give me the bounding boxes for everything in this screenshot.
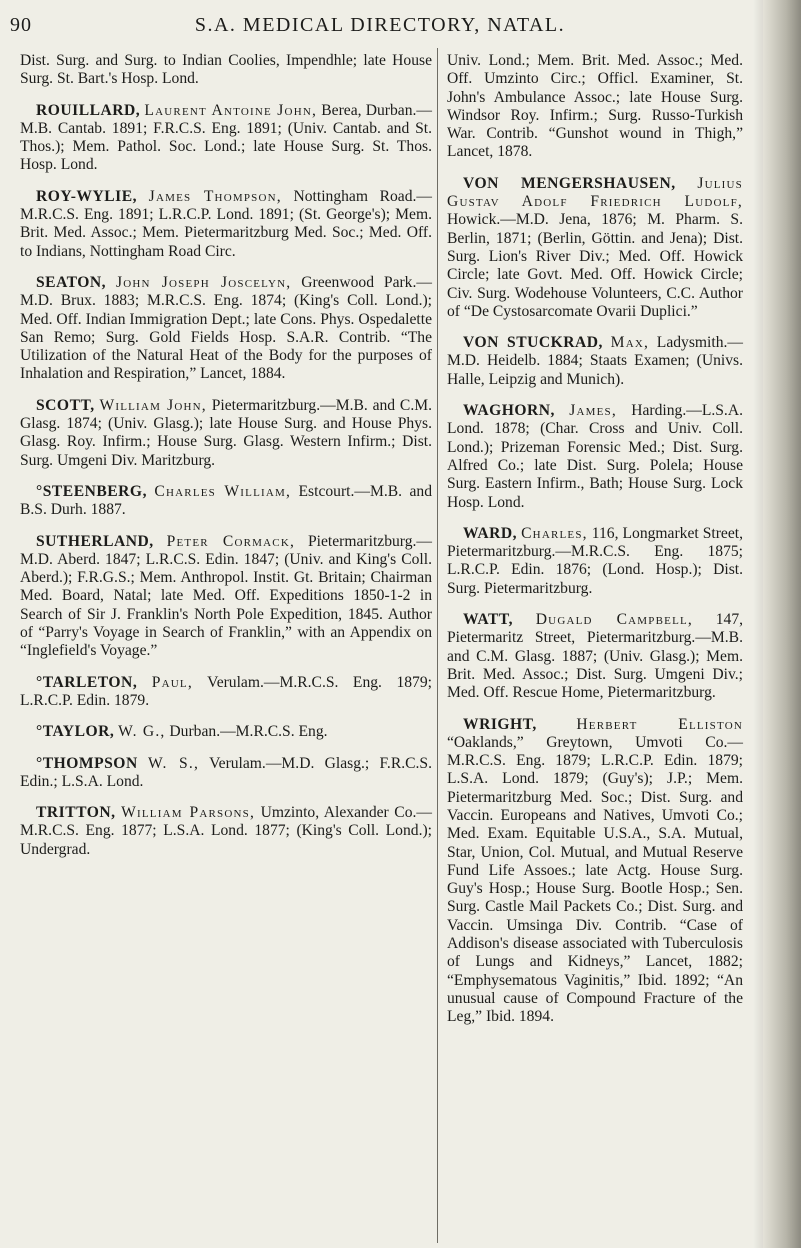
- book-edge: [763, 0, 801, 1248]
- entry-surname: ROY-WYLIE,: [36, 187, 138, 205]
- entry-details: Univ. Lond.; Mem. Brit. Med. Assoc.; Med. Off. Umzinto Circ.; Officl. Examiner, St. John's Ambulance Assoc.; late House Surg. Windsor Roy. Infirm.; Surg. Russo-Turkish War. Contrib. “Gunshot wound in Thigh,” Lancet, 1878.: [447, 52, 743, 161]
- directory-entry: [447, 52, 743, 162]
- entry-given-names: William Parsons,: [121, 804, 256, 822]
- entry-surname: SUTHERLAND,: [36, 532, 154, 550]
- entry-surname: SEATON,: [36, 273, 107, 291]
- entry-details: Dist. Surg. and Surg. to Indian Coolies, Impendhle; late House Surg. St. Bart.'s Hosp. Lond.: [20, 52, 432, 88]
- entry-surname: VON STUCKRAD,: [463, 334, 603, 352]
- directory-entry: [20, 755, 432, 792]
- directory-entry: [447, 525, 743, 598]
- entry-details: Howick.—M.D. Jena, 1876; M. Pharm. S. Berlin, 1871; (Berlin, Göttin. and Jena); Dist. Surg. Lion's River Div.; Med. Off. Howick Circle; late Govt. Med. Off. Howick Circle; Civ. Surg. Wodehouse Volunteers, C.C. Author of “De Cystosarcomate Ovarii Duplici.”: [447, 211, 743, 320]
- entry-given-names: Peter Cormack,: [166, 532, 296, 550]
- entry-surname: VON MENGERSHAUSEN,: [463, 174, 676, 192]
- entry-details: Harding.—L.S.A. Lond. 1878; (Char. Cross and Univ. Coll. Lond.); Prizeman Forensic Med.; Dist. Surg. Alfred Co.; late Dist. Surg. Polela; House Surg. Eastern Infirm., Bath; House Surg. Lock Hosp. Lond.: [447, 402, 743, 511]
- entry-given-names: Dugald Campbell,: [535, 611, 694, 629]
- directory-entry: [20, 52, 432, 89]
- entry-details: 147, Pietermaritz Street, Pietermaritzburg.—M.B. and C.M. Glasg. 1887; (Univ. Glasg.); Mem. Brit. Med. Assoc.; Dist. Surg. Umgeni Div.; Med. Off. Rescue Home, Pietermaritzburg.: [447, 611, 744, 702]
- directory-entry: [20, 674, 432, 711]
- entry-surname: °STEENBERG,: [36, 482, 147, 500]
- right-column: [447, 52, 743, 1040]
- entry-details: Umzinto, Alexander Co.—M.R.C.S. Eng. 1877; L.S.A. Lond. 1877; (King's Coll. Lond.); Undergrad.: [20, 804, 432, 858]
- page-header: [0, 10, 801, 40]
- entry-given-names: W. G.,: [118, 723, 166, 741]
- entry-details: Verulam.—M.D. Glasg.; F.R.C.S. Edin.; L.S.A. Lond.: [20, 754, 432, 790]
- entry-given-names: James Thompson,: [148, 187, 282, 205]
- entry-surname: WATT,: [463, 611, 514, 629]
- entry-surname: WAGHORN,: [463, 402, 555, 420]
- directory-entry: [20, 274, 432, 384]
- directory-entry: [447, 402, 743, 512]
- entry-given-names: Charles William,: [154, 482, 292, 500]
- entry-given-names: Paul,: [151, 673, 193, 691]
- column-divider: [437, 48, 438, 1243]
- directory-entry: [20, 397, 432, 470]
- entry-given-names: Herbert Elliston: [576, 715, 743, 733]
- directory-entry: [447, 175, 743, 321]
- entry-details: Pietermaritzburg.—M.D. Aberd. 1847; L.R.C.S. Edin. 1847; (Univ. and King's Coll. Aberd.); F.R.G.S.; Mem. Anthropol. Instit. Gt. Britain; Chairman Med. Board, Natal; late Med. Off. Expeditions 1850-1-2 in Search of Sir J. Franklin's North Pole Expedition, 1845. Author of “Parry's Voyage in Search of Franklin,” with an Appendix on “Inglefield's Voyage.”: [20, 532, 432, 660]
- entry-given-names: James,: [569, 402, 617, 420]
- entry-details: Estcourt.—M.B. and B.S. Durh. 1887.: [20, 482, 433, 519]
- entry-surname: ROUILLARD,: [36, 101, 141, 119]
- entry-given-names: Charles,: [521, 524, 588, 542]
- entry-details: Ladysmith.—M.D. Heidelb. 1884; Staats Examen; (Univs. Halle, Leipzig and Munich).: [447, 334, 743, 388]
- entry-given-names: Julius Gustav Adolf Friedrich Ludolf,: [447, 174, 743, 211]
- entry-given-names: Laurent Antoine John,: [144, 101, 318, 119]
- entry-details: 116, Longmarket Street, Pietermaritzburg.—M.R.C.S. Eng. 1875; L.R.C.P. Edin. 1876; (Lond. Hosp.); Dist. Surg. Pietermaritzburg.: [447, 524, 743, 597]
- entry-details: Durban.—M.R.C.S. Eng.: [169, 723, 328, 741]
- entry-details: Pietermaritzburg.—M.B. and C.M. Glasg. 1874; (Univ. Glasg.); late House Surg. and House Phys. Glasg. Roy. Infirm.; House Surg. Glasg. Western Infirm.; Dist. Surg. Umgeni Div. Maritzburg.: [20, 396, 432, 469]
- entry-details: Nottingham Road.—M.R.C.S. Eng. 1891; L.R.C.P. Lond. 1891; (St. George's); Mem. Brit. Med. Assoc.; Mem. Pietermaritzburg Med. Soc.; Med. Off. to Indians, Nottingham Road Circ.: [20, 187, 433, 260]
- directory-entry: [20, 188, 432, 261]
- left-column: [20, 52, 432, 872]
- entry-details: Verulam.—M.R.C.S. Eng. 1879; L.R.C.P. Edin. 1879.: [20, 673, 432, 709]
- page-edge-shadow: [753, 0, 763, 1248]
- directory-entry: [447, 716, 743, 1027]
- directory-entry: [20, 102, 432, 175]
- running-title: S.A. MEDICAL DIRECTORY, NATAL.: [194, 14, 566, 36]
- page-number: 90: [10, 14, 32, 36]
- entry-given-names: William John,: [99, 396, 207, 414]
- directory-entry: [20, 533, 432, 661]
- directory-entry: [447, 611, 743, 702]
- entry-details: Greenwood Park.—M.D. Brux. 1883; M.R.C.S. Eng. 1874; (King's Coll. Lond.); Med. Off. Indian Immigration Dept.; late Cons. Phys. Ospedalette San Remo; Surg. Gold Fields Hosp. S.A.R. Contrib. “The Utilization of the Natural Heat of the Body for the purposes of Inhalation and Respiration,” Lancet, 1884.: [20, 273, 432, 383]
- entry-given-names: John Joseph Joscelyn,: [115, 273, 292, 291]
- entry-surname: °TARLETON,: [36, 673, 138, 691]
- directory-entry: [20, 804, 432, 859]
- entry-surname: WRIGHT,: [463, 715, 537, 733]
- directory-entry: [447, 334, 743, 389]
- directory-entry: [20, 723, 432, 741]
- directory-entry: [20, 483, 432, 520]
- entry-surname: °TAYLOR,: [36, 723, 115, 741]
- entry-details: “Oaklands,” Greytown, Umvoti Co.—M.R.C.S. Eng. 1879; L.R.C.P. Edin. 1879; L.S.A. Lond. 1879; (Guy's); J.P.; Mem. Pietermaritzburg Med. Soc.; Dist. Surg. and Vaccin. Europeans and Natives, Umvoti Co.; Med. Exam. Equitable U.S.A., S.A. Mutual, Star, Union, Col. Mutual, and Mutual Reserve Fund Life Assoes.; late Actg. House Surg. Guy's Hosp.; House Surg. Bootle Hosp.; Sen. Surg. Castle Mail Packets Co.; Dist. Surg. and Vaccin. Umsinga Div. Contrib. “Case of Addison's disease associated with Tuberculosis of Lungs and Kidneys,” Lancet, 1882; “Emphysematous Vaginitis,” Ibid. 1892; “An unusual cause of Compound Fracture of the Leg,” Ibid. 1894.: [447, 733, 743, 1026]
- entry-given-names: Max,: [610, 334, 650, 352]
- entry-surname: TRITTON,: [36, 804, 116, 822]
- entry-details: Berea, Durban.—M.B. Cantab. 1891; F.R.C.S. Eng. 1891; (Univ. Cantab. and St. Thos.); Mem. Pathol. Soc. Lond.; late House Surg. St. Thos. Hosp. Lond.: [20, 101, 432, 174]
- entry-surname: °THOMPSON: [36, 754, 138, 772]
- entry-surname: SCOTT,: [36, 396, 95, 414]
- entry-surname: WARD,: [463, 524, 518, 542]
- entry-given-names: W. S.,: [147, 754, 200, 772]
